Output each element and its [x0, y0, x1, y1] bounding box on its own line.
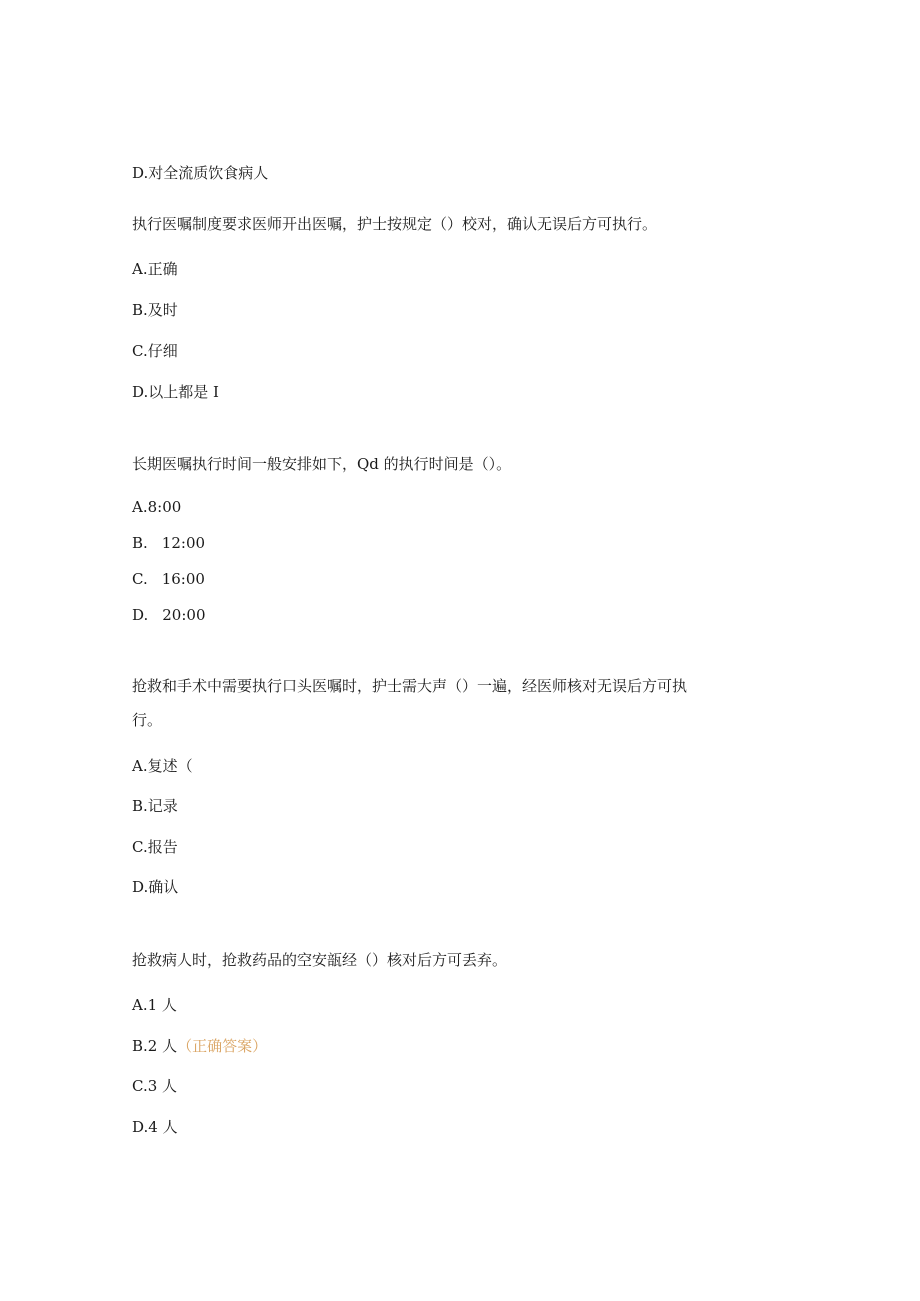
q2-option-d-letter: D.	[132, 606, 149, 624]
q2-option-b-value: 12:00	[161, 534, 206, 552]
q2-option-d	[132, 605, 206, 625]
q2-option-c-value: 16:00	[161, 570, 205, 588]
q3-option-c: C.报告	[132, 838, 178, 856]
q2-option-b	[132, 533, 205, 553]
q1-option-d: D.以上都是 I	[132, 383, 219, 401]
q2-option-c-letter: C.	[132, 570, 148, 588]
q4-option-a: A.1 人	[132, 996, 177, 1014]
correct-answer-tag: （正确答案）	[177, 1037, 268, 1055]
q1-stem: 执行医嘱制度要求医师开出医嘱，护士按规定（）校对，确认无误后方可执行。	[132, 215, 658, 233]
q2-option-b-letter: B.	[132, 534, 148, 552]
q3-stem-line1: 抢救和手术中需要执行口头医嘱时，护士需大声（）一遍，经医师核对无误后方可执	[132, 677, 688, 695]
q3-option-b: B.记录	[132, 797, 178, 815]
q4-stem: 抢救病人时，抢救药品的空安瓿经（）核对后方可丢弃。	[132, 951, 508, 969]
q2-option-c	[132, 569, 205, 589]
q3-stem-line2: 行。	[132, 711, 163, 729]
q3-option-d: D.确认	[132, 878, 179, 896]
q2-stem: 长期医嘱执行时间一般安排如下，Qd 的执行时间是（）。	[132, 455, 512, 473]
q4-option-c: C.3 人	[132, 1077, 178, 1095]
q2-option-d-value: 20:00	[162, 606, 206, 624]
q2-option-a: A.8:00	[132, 498, 182, 516]
q1-option-a: A.正确	[132, 260, 178, 278]
q0-option-d: D.对全流质饮食病人	[132, 164, 269, 182]
q1-option-c: C.仔细	[132, 342, 178, 360]
q4-option-b-text: B.2 人	[132, 1037, 178, 1055]
q4-option-d: D.4 人	[132, 1118, 178, 1136]
q3-option-a: A.复述（	[132, 757, 193, 775]
q1-option-b: B.及时	[132, 301, 178, 319]
q4-option-b	[132, 1036, 267, 1056]
